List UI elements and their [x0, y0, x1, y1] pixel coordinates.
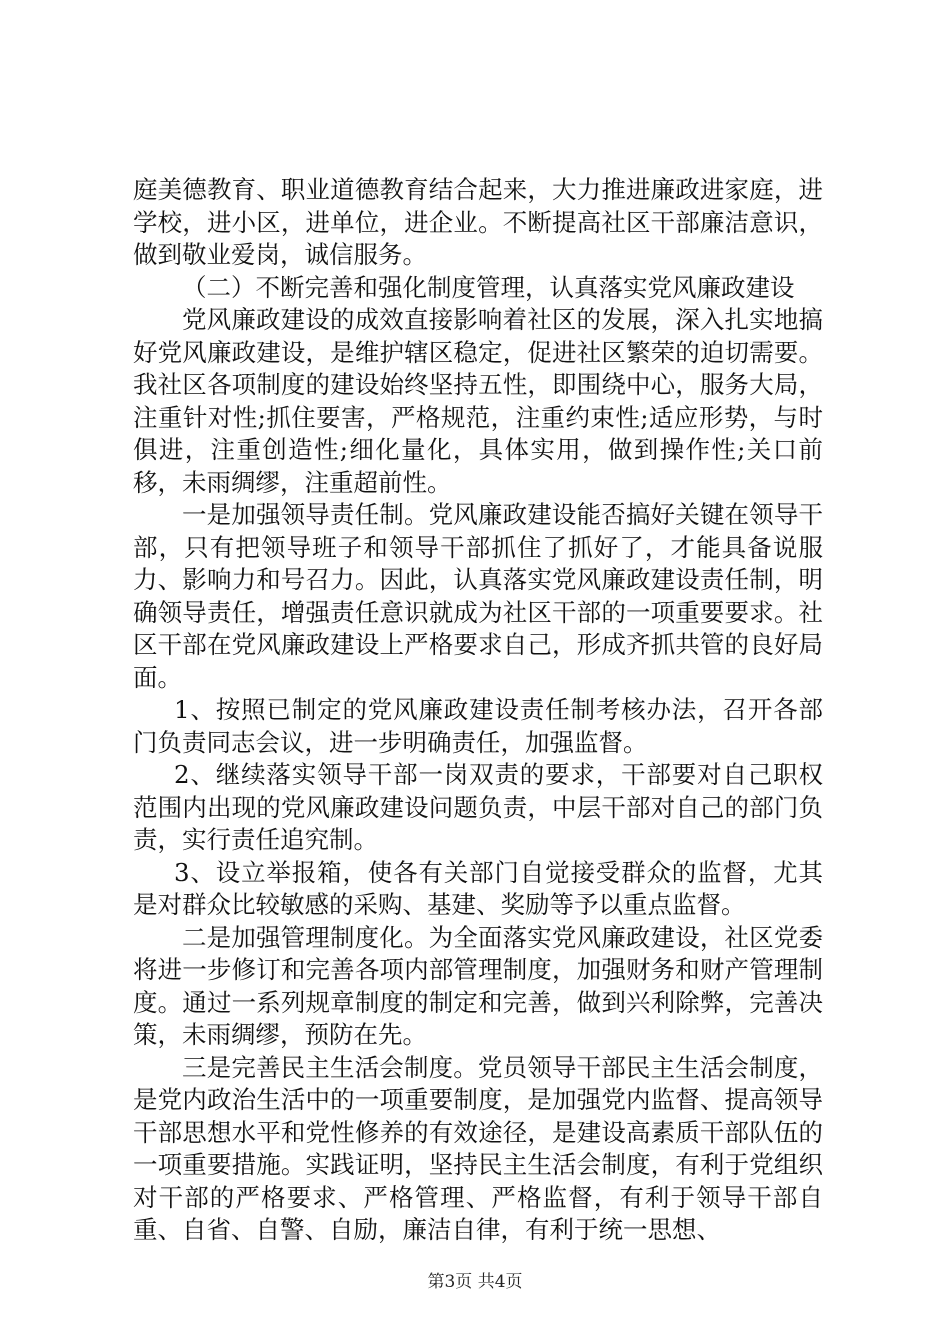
numbered-item-1: 1、按照已制定的党风廉政建设责任制考核办法，召开各部门负责同志会议，进一步明确责任，加强监督。	[133, 695, 823, 757]
document-body	[133, 174, 823, 1247]
numbered-item-2: 2、继续落实领导干部一岗双责的要求，干部要对自己职权范围内出现的党风廉政建设问题负责，中层干部对自己的部门负责，实行责任追究制。	[133, 760, 823, 854]
page-footer: 第3页 共4页	[427, 1272, 523, 1292]
paragraph-continuation: 庭美德教育、职业道德教育结合起来，大力推进廉政进家庭，进学校，进小区，进单位，进企业。不断提高社区干部廉洁意识，做到敬业爱岗，诚信服务。	[133, 175, 823, 269]
paragraph-point-one: 一是加强领导责任制。党风廉政建设能否搞好关键在领导干部，只有把领导班子和领导干部抓住了抓好了，才能具备说服力、影响力和号召力。因此，认真落实党风廉政建设责任制，明确领导责任，增强责任意识就成为社区干部的一项重要要求。社区干部在党风廉政建设上严格要求自己，形成齐抓共管的良好局面。	[133, 500, 823, 692]
paragraph-point-three: 三是完善民主生活会制度。党员领导干部民主生活会制度，是党内政治生活中的一项重要制度，是加强党内监督、提高领导干部思想水平和党性修养的有效途径，是建设高素质干部队伍的一项重要措施。实践证明，坚持民主生活会制度，有利于党组织对干部的严格要求、严格管理、严格监督，有利于领导干部自重、自省、自警、自励，廉洁自律，有利于统一思想、	[133, 1052, 823, 1244]
paragraph-point-two: 二是加强管理制度化。为全面落实党风廉政建设，社区党委将进一步修订和完善各项内部管理制度，加强财务和财产管理制度。通过一系列规章制度的制定和完善，做到兴利除弊，完善决策，未雨绸缪，预防在先。	[133, 922, 823, 1049]
numbered-item-3: 3、设立举报箱，使各有关部门自觉接受群众的监督，尤其是对群众比较敏感的采购、基建、奖励等予以重点监督。	[133, 857, 823, 919]
section-heading: （二）不断完善和强化制度管理，认真落实党风廉政建设	[182, 272, 795, 302]
paragraph: 党风廉政建设的成效直接影响着社区的发展，深入扎实地搞好党风廉政建设，是维护辖区稳定，促进社区繁荣的迫切需要。我社区各项制度的建设始终坚持五性，即围绕中心，服务大局，注重针对性;抓住要害，严格规范，注重约束性;适应形势，与时俱进，注重创造性;细化量化，具体实用，做到操作性;关口前移，未雨绸缪，注重超前性。	[133, 305, 823, 497]
